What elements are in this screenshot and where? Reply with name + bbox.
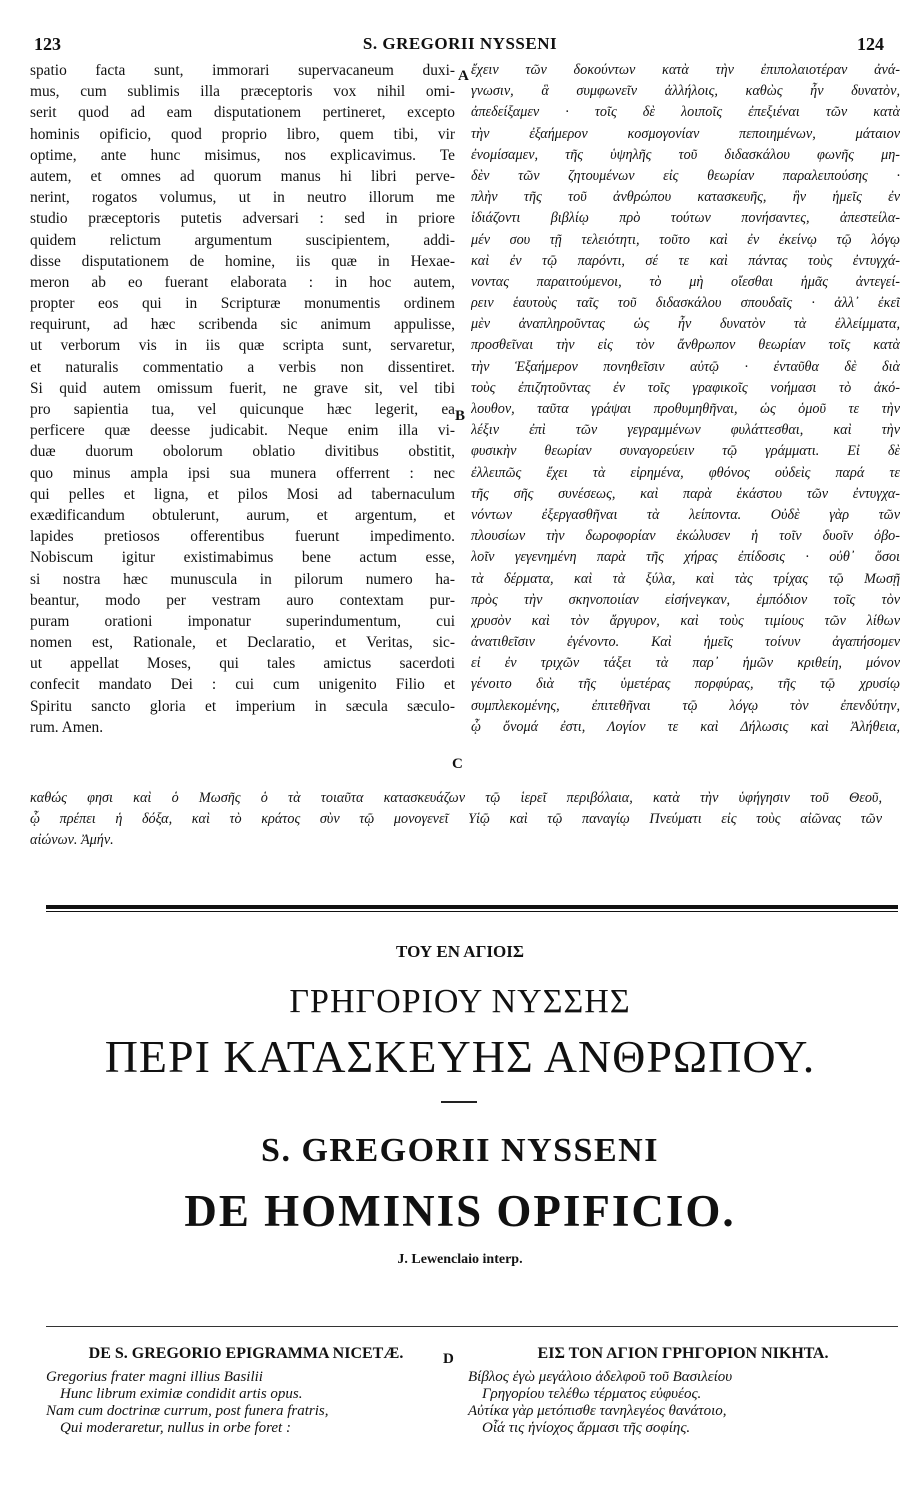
running-title: S. GREGORII NYSSENI [362,34,558,53]
greek-text-line: λουθον, ταῦτα γράψαι προθυμηθῆναι, ὡς ὁμοῦ τε τὴν [471,401,900,417]
latin-text-line: exædificandum obtulerunt, aurum, et argentum, et [30,506,455,524]
greek-text-line: νόντων ἐξεργασθῆναι τὰ λείποντα. Οὐδὲ γὰρ τῶν [471,506,900,523]
greek-tail-line: ᾧ πρέπει ἡ δόξα, καὶ τὸ κράτος σὺν τῷ μονογενεῖ Υἱῷ καὶ τῷ παναγίῳ Πνεύματι εἰς τοὺς αἰῶνας τῶν [30,811,882,828]
page-number-right: 124 [857,34,884,54]
greek-text-line: φυσικὴν θεωρίαν συναγορεύειν τῷ γράμματι. Εἰ δὲ [471,443,900,460]
latin-text-line: autem, et omnes ad quorum manus hi libri perve- [30,167,455,185]
greek-text-line: τῆς σῆς συνέσεως, καὶ παρὰ ἑκάστου τῶν ἐντυγχα- [471,485,900,502]
section-rule [46,905,898,909]
margin-marker-c: C [452,756,463,772]
page-number-left: 123 [34,34,61,54]
latin-text-line: ut verborum vis in iis quæ scripta sunt, servaretur, [30,337,455,355]
greek-text-line: ἀπεδείξαμεν · τοῖς δὲ λοιποῖς ἐπεξιέναι τῶν κατὰ [471,104,900,121]
greek-text-line: λοῖν γεγενημένη παρὰ τῆς χήρας ἐπίδοσις · οὐθ᾽ ὅσοι [471,549,900,566]
greek-text-line: τοὺς ἐπιζητοῦντας ἐν τοῖς γραφικοῖς νοήμασι τὸ ἀκό- [471,379,900,396]
translator-credit: J. Lewenclaio interp. [397,1252,523,1267]
greek-text-line: δὲν τῶν ζητουμένων εἰς θεωρίαν παραλειπούσης · [471,167,900,184]
latin-text-line: nerint, rogatos volumus, ut in neutro illorum me [30,189,455,207]
latin-text-line: propter eos qui in Scripturæ monumentis ordinem [30,295,455,313]
margin-marker-d: D [443,1351,454,1367]
greek-epigram-line: Οἷά τις ἡνίοχος ἅρμασι τῆς σοφίης. [482,1420,691,1436]
greek-text-line: ρειν ἑαυτοὺς ταῖς τοῦ διδασκάλου σπουδαῖς · ἀλλ᾽ ἐκεῖ [471,295,900,312]
section-rule-thin [46,911,898,912]
latin-text-line: rum. Amen. [30,718,104,736]
latin-text-line: meron ab eo fuerant elaborata : in hoc autem, [30,273,455,291]
margin-marker-a: A [458,68,469,84]
latin-epigram [46,1345,446,1437]
latin-column [30,60,455,738]
greek-text-line: πλὴν τῆς τοῦ ἀνθρώπου κατασκευῆς, ἣν ἡμεῖς ἐν [471,189,900,206]
latin-text-line: confecit mandato Dei : cui cum unigenito Filio et [30,676,455,694]
latin-text-line: pro sapientia tua, vel quicunque hæc legerit, ea [30,401,455,418]
greek-epigram-heading: ΕΙΣ ΤΟΝ ΑΓΙΟΝ ΓΡΗΓΟΡΙΟΝ ΝΙΚΗΤΑ. [537,1345,829,1362]
latin-text-line: hominis opificio, quod proprio libro, quem tibi, vir [30,125,455,143]
latin-text-line: puram orationi imponatur superindumentum, cui [30,612,455,630]
greek-epigram [468,1345,898,1437]
greek-closing-lines [30,788,882,852]
greek-text-line: ἀνατιθεῖσιν ἐγένοντο. Καὶ ἡμεῖς τοίνυν ἀγαπήσομεν [471,634,900,651]
greek-text-line: ἰδιάζοντι βιβλίῳ πρὸ τούτων πονήσαντες, ἀπεστείλα- [471,210,900,227]
epigram-rule [46,1326,898,1327]
greek-text-line: ἐλλειπῶς ἔχει τὰ εἰρημένα, φθόνος οὐδεὶς παρά τε [471,464,900,481]
title-separator [441,1101,477,1103]
latin-epigram-line: Qui moderaretur, nullus in orbe foret : [60,1420,291,1436]
greek-text-line: καὶ ἐν τῷ παρόντι, σέ τε καὶ πάντας τοὺς ἐντυγχά- [471,252,900,269]
latin-author-title: S. GREGORII NYSSENI [261,1132,659,1169]
greek-author-title: ΓΡΗΓΟΡΙΟΥ ΝΥΣΣΗΣ [289,983,631,1020]
greek-text-line: γνωσιν, ἃ συμφωνεῖν ἀλλήλοις, καθὼς ἦν δυνατὸν, [471,83,900,100]
latin-text-line: lapides pretiosos offerentibus fuerunt impedimento. [30,528,455,546]
latin-work-title: DE HOMINIS OPIFICIO. [184,1186,736,1236]
page-header [30,34,890,58]
greek-text-line: προσθεῖναι τὴν εἰς τὸν ἄνθρωπον θεωρίαν τοῖς κατὰ [471,337,900,354]
latin-text-line: Nobiscum igitur existimabimus bene actum esse, [30,549,455,567]
latin-text-line: serit quod ad eam disputationem pertineret, excepto [30,104,455,122]
margin-marker-b: B [455,408,466,424]
latin-epigram-heading: DE S. GREGORIO EPIGRAMMA NICETÆ. [88,1345,404,1362]
greek-text-line: τὰ δέρματα, καὶ τὰ ξύλα, καὶ τὰς τρίχας τῷ Μωσῇ [471,570,900,587]
greek-text-line: γένοιτο διὰ τῆς ὑμετέρας πορφύρας, τῆς τῷ χρυσίῳ [471,676,900,693]
latin-text-line: nomen est, Rationale, et Declaratio, et Veritas, sic- [30,634,455,652]
latin-text-line: quo minus ampla ipsi sua munera offerrent : nec [30,464,455,482]
latin-text-line: Si quid autem omissum fuerit, ne grave sit, vel tibi [30,379,455,397]
greek-text-line: λέξιν ἐπὶ τῶν γεγραμμένων φυλάττεσθαι, καὶ τὴν [471,422,900,439]
greek-text-line: μὲν ἀναπληροῦντας ὡς ἦν δυνατὸν τὰ ἐλλείμματα, [471,316,900,333]
greek-tail-line: καθώς φησι καὶ ὁ Μωσῆς ὁ τὰ τοιαῦτα κατασκευάζων τῷ ἱερεῖ περιβόλαια, κατὰ τὴν ὑφήγησιν τοῦ Θεοῦ, [30,790,882,806]
latin-text-line: duæ duorum obolorum oblatio divitibus obstitit, [30,443,455,461]
greek-text-line: μέν σου τῇ τελειότητι, τοῦτο καὶ ἐν ἐκείνῳ τῷ λόγῳ [471,231,900,248]
latin-text-line: beantur, modo per vestram auro contextam pur- [30,591,455,609]
latin-text-line: disse disputationem de homine, iis quæ in Hexae- [30,252,455,270]
latin-text-line: spatio facta sunt, immorari supervacaneum duxi- [30,62,455,79]
greek-text-line: τὴν ἐξαήμερον κοσμογονίαν πεποιημένων, μάταιον [471,125,900,142]
latin-text-line: qui pelles et ligna, et pilos Mosi ad tabernaculum [30,485,455,503]
greek-text-line: εἰ ἐν τριχῶν τάξει τὰ παρ᾽ ἡμῶν κριθείη, μόνον [471,655,900,672]
greek-text-line: πρὸς τὴν σκηνοποιίαν εἰσήνεγκαν, ἐμπόδιον τοῖς τὸν [471,591,900,608]
greek-tail-line: αἰώνων. Ἀμήν. [30,832,114,849]
latin-text-line: mus, cum sublimis illa præceptoris vox nihil omi- [30,83,455,101]
greek-epigram-line: Γρηγορίου τελέθω τέρματος εὐφυέος. [482,1386,702,1402]
greek-work-title: ΠΕΡΙ ΚΑΤΑΣΚΕΥΗΣ ΑΝΘΡΩΠΟΥ. [104,1031,816,1082]
latin-text-line: quidem relictum argumentum suscipientem, addi- [30,231,455,249]
greek-text-line: ἔχειν τῶν δοκούντων κατὰ τὴν ἐπιπολαιοτέραν ἀνά- [471,62,900,78]
greek-text-line: συμπλεκομένης, ἐπιτεθῆναι τῷ λόγῳ τὸν ἐπενδύτην, [471,697,900,714]
latin-text-line: si nostra hæc munuscula in pilorum numero ha- [30,570,455,588]
latin-epigram-line: Nam cum doctrinæ currum, post funera fratris, [46,1403,329,1419]
greek-text-line: ᾧ ὄνομά ἐστι, Λογίον τε καὶ Δήλωσις καὶ Ἀλήθεια, [471,718,900,735]
greek-text-line: τὴν Ἑξαήμερον πονηθεῖσιν αὐτῷ · ἐνταῦθα δὲ διὰ [471,358,900,375]
greek-text-line: χρυσὸν καὶ τὸν ἄργυρον, καὶ τοὺς τιμίους τῶν λίθων [471,612,900,629]
latin-text-line: optime, ante hunc misimus, nos explicavimus. Te [30,146,455,164]
latin-text-line: requirunt, ad hæc scribenda sic animum appulisse, [30,316,455,334]
greek-epigram-line: Αὐτίκα γὰρ μετόπισθε τανηλεγέος θανάτοιο, [468,1403,727,1419]
latin-text-line: ut appellat Moses, qui tales amictus sacerdoti [30,655,455,673]
latin-text-line: et naturalis commentatio a verbis non dissentiret. [30,358,455,376]
latin-text-line: studio præceptoris putetis adversari : sed in priore [30,210,455,228]
latin-text-line: Spiritu sancto gloria et imperium in sæcula sæculo- [30,697,455,715]
greek-text-line: ἐνομίσαμεν, τῆς ὑψηλῆς τοῦ διδασκάλου φωνῆς μη- [471,146,900,163]
latin-epigram-line: Gregorius frater magni illius Basilii [46,1369,263,1385]
latin-epigram-line: Hunc librum eximiæ condidit artis opus. [60,1386,303,1402]
greek-pretitle: ΤΟΥ ΕΝ ΑΓΙΟΙΣ [396,942,524,961]
greek-epigram-line: Βίβλος ἐγὼ μεγάλοιο ἀδελφοῦ τοῦ Βασιλείου [468,1369,733,1385]
greek-text-line: πλουσίων τὴν δωροφορίαν ἐκώλυσεν ἡ τοῖν δυοῖν ὀβο- [471,528,900,545]
latin-text-line: perficere quæ deesse judicabit. Neque enim illa vi- [30,422,455,440]
greek-column [471,60,900,738]
greek-text-line: νοντας παραιτούμενοι, τὸ μὴ οἴεσθαι ἡμᾶς ἀντεγεί- [471,273,900,290]
